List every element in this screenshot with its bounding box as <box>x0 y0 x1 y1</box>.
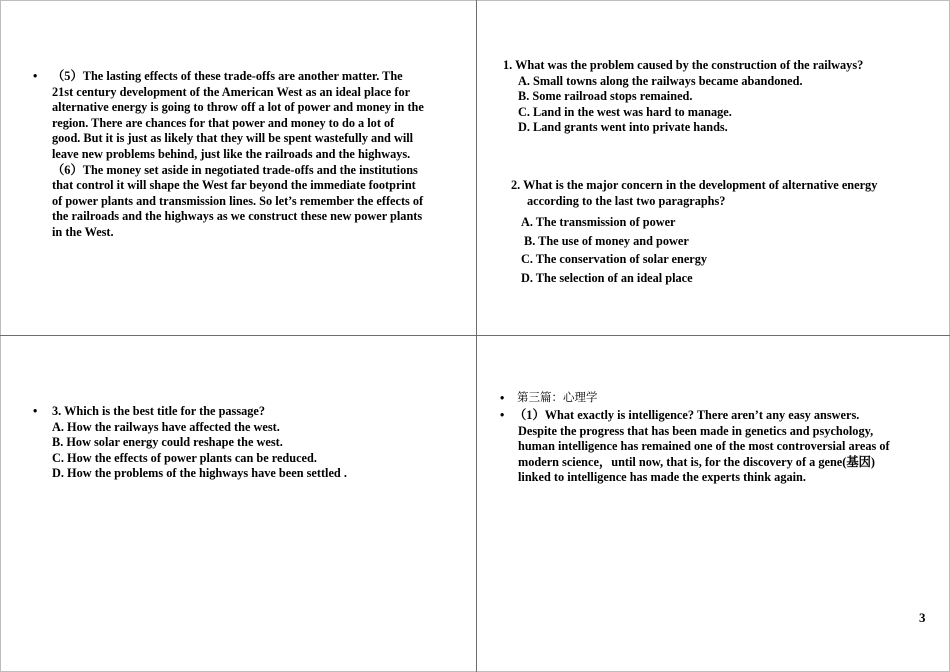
question-1 <box>503 58 863 136</box>
passage-line: region. There are chances for that power and money to do a lot of <box>52 115 395 130</box>
passage-line: modern science，until now, that is, for the discovery of a gene(基因) <box>518 454 876 469</box>
question-2 <box>511 178 877 209</box>
answer-option: B. Some railroad stops remained. <box>518 89 693 104</box>
answer-option: C. The conservation of solar energy <box>521 252 708 267</box>
answer-option: C. How the effects of power plants can be reduced. <box>52 450 317 465</box>
answer-option: D. Land grants went into private hands. <box>518 120 728 135</box>
passage-line: that control it will shape the West far beyond the immediate footprint <box>52 178 416 193</box>
passage-line: human intelligence has remained one of the most controversial areas of <box>518 439 890 454</box>
question-3 <box>52 404 347 482</box>
answer-option: D. How the problems of the highways have been settled . <box>52 466 347 481</box>
question-stem: 2. What is the major concern in the development of alternative energy <box>511 178 878 192</box>
passage-line: of power plants and transmission lines. So let’s remember the effects of <box>52 193 424 208</box>
question-stem: according to the last two paragraphs? <box>527 193 726 208</box>
passage-line: （5）The lasting effects of these trade-offs are another matter. The <box>52 69 403 83</box>
passage-line: linked to intelligence has made the experts think again. <box>518 470 806 485</box>
bullet-marker: • <box>500 391 505 405</box>
page-number: 3 <box>919 610 926 625</box>
bullet-marker: • <box>33 69 38 83</box>
horizontal-divider <box>0 335 950 336</box>
answer-option: A. How the railways have affected the west. <box>52 419 280 434</box>
passage-line: （6）The money set aside in negotiated trade-offs and the institutions <box>52 162 418 177</box>
passage-line: in the West. <box>52 224 114 239</box>
passage-line: good. But it is just as likely that they will be spent wastefully and will <box>52 131 414 146</box>
passage-line: （1）What exactly is intelligence? There aren’t any easy answers. <box>514 408 860 422</box>
vertical-divider <box>476 0 477 672</box>
bullet-marker: • <box>33 404 38 418</box>
answer-option: B. The use of money and power <box>524 233 689 248</box>
question-stem: 1. What was the problem caused by the construction of the railways? <box>503 58 864 72</box>
answer-option: A. Small towns along the railways became abandoned. <box>518 73 803 88</box>
section-heading: 第三篇：心理学 <box>517 390 598 404</box>
passage-line: Despite the progress that has been made in genetics and psychology, <box>518 423 874 438</box>
answer-option: D. The selection of an ideal place <box>521 271 693 286</box>
passage-line: the railroads and the highways as we construct these new power plants <box>52 209 423 224</box>
passage-paragraphs-5-6 <box>48 69 424 241</box>
passage-line: leave new problems behind, just like the railroads and the highways. <box>52 146 411 161</box>
passage-paragraph-1 <box>514 408 890 486</box>
question-stem: 3. Which is the best title for the passage? <box>52 404 266 418</box>
bullet-marker: • <box>500 408 505 422</box>
passage-line: 21st century development of the American West as an ideal place for <box>52 84 411 99</box>
answer-option: B. How solar energy could reshape the west. <box>52 435 283 450</box>
answer-option: C. Land in the west was hard to manage. <box>518 104 732 119</box>
passage-line: alternative energy is going to throw off a lot of power and money in the <box>52 100 424 115</box>
question-2-options <box>521 213 707 288</box>
answer-option: A. The transmission of power <box>521 215 676 229</box>
